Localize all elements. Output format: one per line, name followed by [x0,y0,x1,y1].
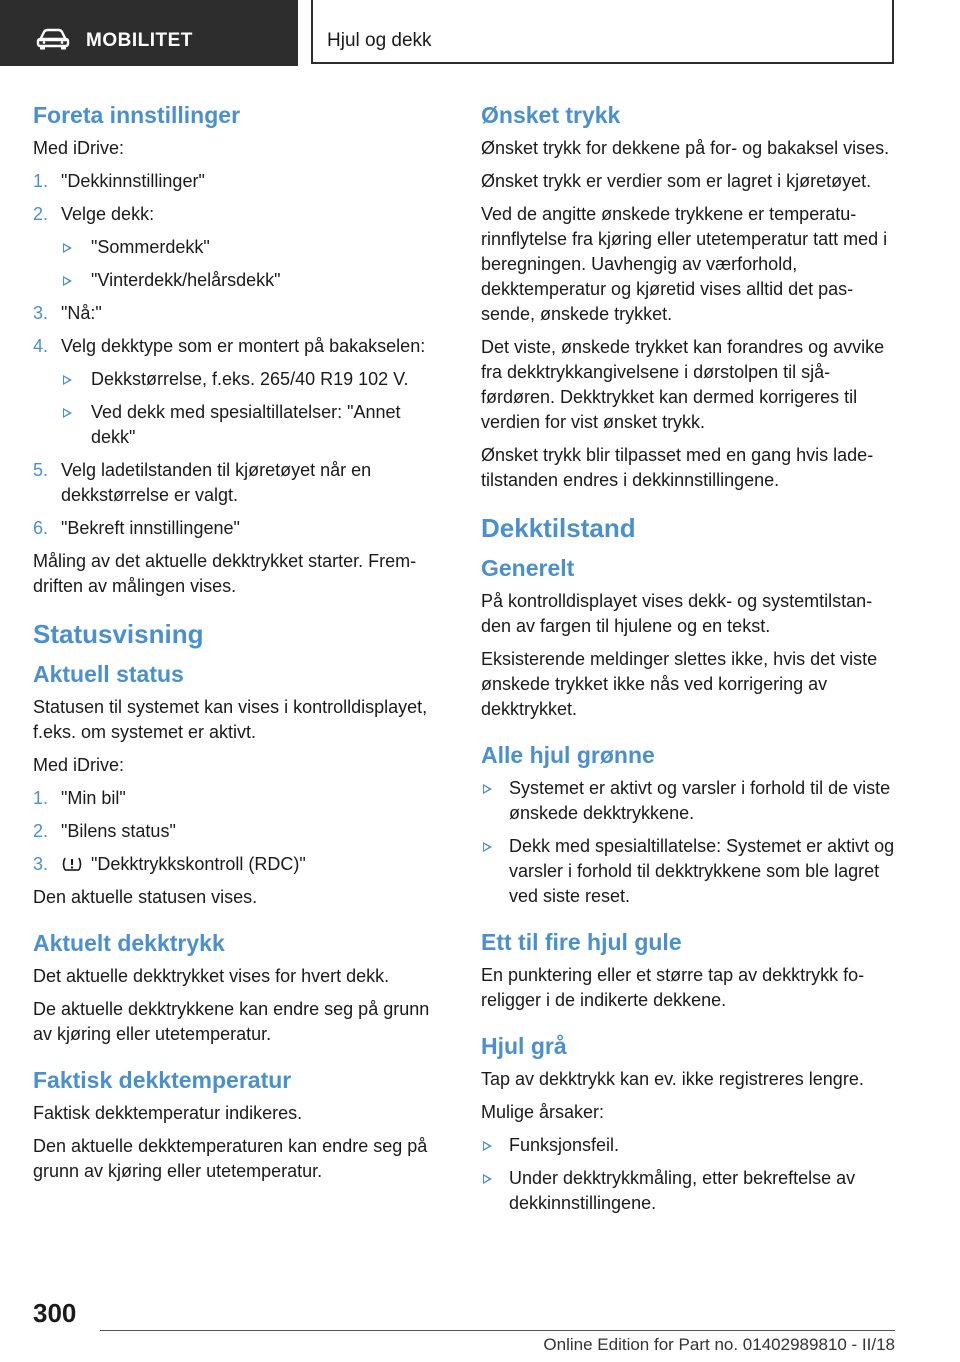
list-item [33,169,448,194]
triangle-bullet-icon [483,784,492,794]
sub-text: Ved dekk med spesialtillatelser: "Annet dekk" [91,402,401,447]
current-p2: Med iDrive: [33,755,125,775]
section-tab [0,0,298,66]
page-footer [0,1290,960,1362]
list-item [61,268,448,293]
edition-text: Online Edition for Part no. 01402989810 - II/18 [543,1335,895,1354]
step-text: "Dekktrykkskontroll (RDC)" [91,854,306,874]
step-text: Velge dekk: [61,204,155,224]
grey-list [481,1133,896,1216]
left-column [33,100,448,1192]
list-item [61,235,448,260]
heading-yellow: Ett til fire hjul gule [481,929,682,955]
heading-grey: Hjul grå [481,1033,567,1059]
list-item [33,852,448,877]
desired-p5: Ønsket trykk blir tilpasset med en gang hvis ladetilstanden endres i dekkinnstillingene. [481,445,874,490]
list-item [481,834,896,909]
status-steps [33,786,448,877]
green-list [481,776,896,909]
pressure-p1: Det aktuelle dekktrykket vises for hvert dekk. [33,966,390,986]
list-item [481,1166,896,1216]
list-item [33,516,448,541]
temp-p2: Den aktuelle dekktemperaturen kan endre seg på grunn av kjøring eller utetemperatur. [33,1136,428,1181]
item-text: Systemet er aktivt og varsler i forhold til de viste ønskede dekktrykkene. [509,778,891,823]
step-text: "Bilens status" [61,821,176,841]
footer-divider [100,1330,895,1331]
settings-after: Måling av det aktuelle dekktrykket starter. Fremdriften av målingen vises. [33,551,417,596]
step-number: 2. [33,821,49,841]
heading-general: Generelt [481,555,575,581]
heading-tire-temperature: Faktisk dekktemperatur [33,1067,292,1093]
pressure-p2: De aktuelle dekktrykkene kan endre seg på grunn av kjøring eller utetemperatur. [33,999,430,1044]
triangle-bullet-icon [483,842,492,852]
triangle-bullet-icon [63,375,72,385]
settings-intro: Med iDrive: [33,138,125,158]
step-number: 2. [33,204,49,224]
desired-p4: Det viste, ønskede trykket kan forandres og avvike fra dekktrykkangivelsene i dørstolpen til sjåførdøren. Dekktrykket kan dermed korrigeres til verdien for vist ønsket trykk. [481,337,885,432]
yellow-p1: En punktering eller et større tap av dekktrykk foreligger i de indikerte dekkene. [481,965,865,1010]
step-text: "Min bil" [61,788,126,808]
right-column [481,100,896,1224]
step-text: Velg dekktype som er montert på bakakselen: [61,336,426,356]
list-item [33,334,448,450]
triangle-bullet-icon [483,1141,492,1151]
step-number: 1. [33,171,49,191]
list-item [33,301,448,326]
heading-current-status: Aktuell status [33,661,184,687]
list-item [61,400,448,450]
list-item [33,786,448,811]
desired-p2: Ønsket trykk er verdier som er lagret i kjøretøyet. [481,171,872,191]
sub-text: "Sommerdekk" [91,237,210,257]
step-number: 5. [33,460,49,480]
general-p1: På kontrolldisplayet vises dekk- og systemtilstanden av fargen til hjulene og en tekst. [481,591,873,636]
car-icon [36,28,70,50]
triangle-bullet-icon [63,276,72,286]
chapter-box [311,0,894,64]
step-text: "Bekreft innstillingene" [61,518,240,538]
item-text: Funksjonsfeil. [509,1135,620,1155]
sub-text: Dekkstørrelse, f.eks. 265/40 R19 102 V. [91,369,409,389]
list-item [481,1133,896,1158]
desired-p1: Ønsket trykk for dekkene på for- og bakaksel vises. [481,138,890,158]
current-after: Den aktuelle statusen vises. [33,887,258,907]
step-number: 3. [33,303,49,323]
general-p2: Eksisterende meldinger slettes ikke, hvis det viste ønskede trykket ikke nås ved korrigering av dekktrykket. [481,649,878,719]
sub-list [61,367,448,450]
heading-all-green: Alle hjul grønne [481,742,655,768]
step-text: Velg ladetilstanden til kjøretøyet når en dekkstørrelse er valgt. [61,460,372,505]
triangle-bullet-icon [63,243,72,253]
page-header [0,0,960,66]
grey-p2: Mulige årsaker: [481,1102,605,1122]
settings-steps [33,169,448,541]
desired-p3: Ved de angitte ønskede trykkene er temperaturinnflytelse fra kjøring eller utetemperatur tatt med i beregningen. Uavhengig av værforhold, dekktemperatur og kjøretid vises alltid det passende, ønskede trykket. [481,204,888,324]
page-number: 300 [33,1298,77,1328]
list-item [33,202,448,293]
step-text: "Dekkinnstillinger" [61,171,205,191]
temp-p1: Faktisk dekktemperatur indikeres. [33,1103,303,1123]
triangle-bullet-icon [63,408,72,418]
current-p1: Statusen til systemet kan vises i kontrolldisplayet, f.eks. om systemet er aktivt. [33,697,428,742]
chapter-label: Hjul og dekk [327,30,432,51]
step-number: 6. [33,518,49,538]
heading-tire-condition: Dekktilstand [481,513,636,543]
list-item [61,367,448,392]
triangle-bullet-icon [483,1174,492,1184]
step-number: 4. [33,336,49,356]
step-number: 3. [33,854,49,874]
heading-current-pressure: Aktuelt dekktrykk [33,930,225,956]
step-number: 1. [33,788,49,808]
item-text: Under dekktrykkmåling, etter bekreftelse av dekkinnstillingene. [509,1168,856,1213]
list-item [33,819,448,844]
heading-settings: Foreta innstillinger [33,102,241,128]
list-item [481,776,896,826]
list-item [33,458,448,508]
tire-pressure-warning-icon [61,855,83,873]
sub-list [61,235,448,293]
step-text: "Nå:" [61,303,102,323]
sub-text: "Vinterdekk/helårsdekk" [91,270,281,290]
section-label: MOBILITET [86,30,193,51]
heading-desired-pressure: Ønsket trykk [481,102,621,128]
item-text: Dekk med spesialtillatelse: Systemet er aktivt og varsler i forhold til dekktrykkene som ble lagret ved siste reset. [509,836,895,906]
heading-status: Statusvisning [33,619,204,649]
grey-p1: Tap av dekktrykk kan ev. ikke registreres lengre. [481,1069,864,1089]
